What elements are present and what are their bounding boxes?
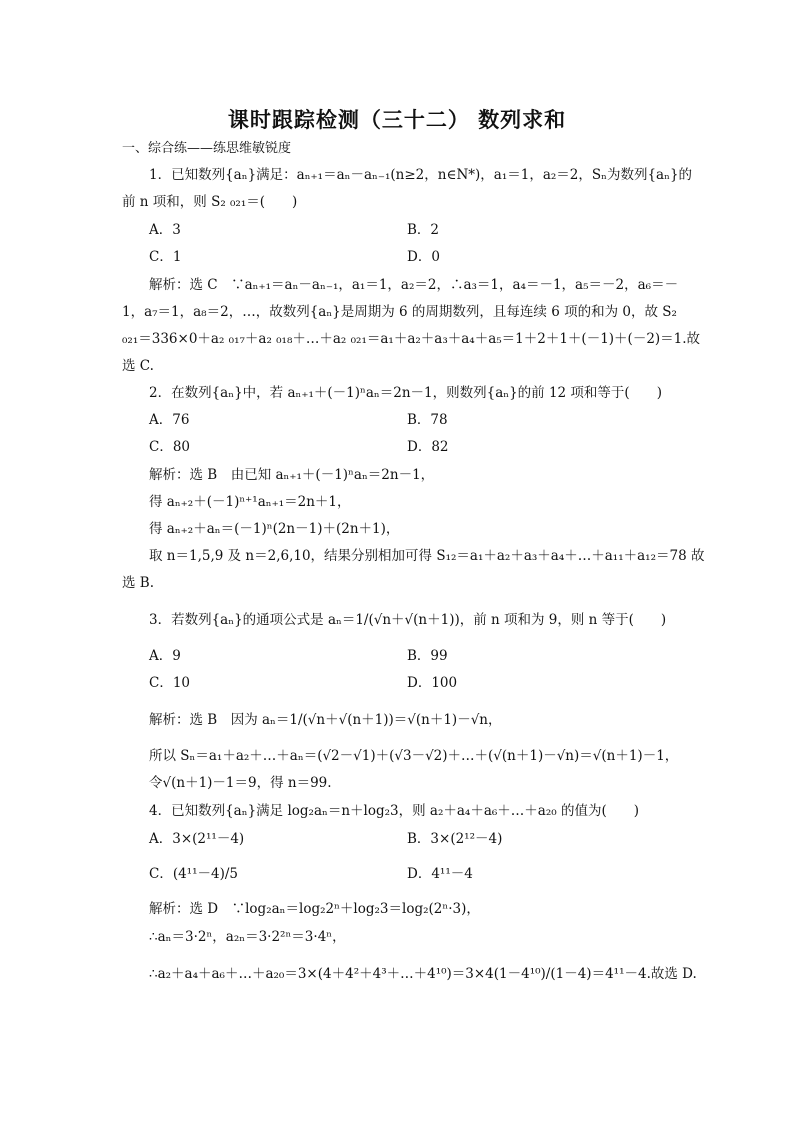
q4-solution-line: ∴aₙ＝3·2ⁿ，a₂ₙ＝3·2²ⁿ＝3·4ⁿ， — [149, 929, 346, 945]
q2-solution-line: 得 aₙ₊₂＋(－1)ⁿ⁺¹aₙ₊₁＝2n＋1， — [149, 494, 351, 510]
q2-solution-line: 解析：选 B 由已知 aₙ₊₁＋(－1)ⁿaₙ＝2n－1， — [149, 467, 435, 483]
q4-option-b: B．3×(2¹²－4) — [407, 831, 503, 847]
q1-solution-line: 选 C. — [122, 358, 154, 374]
q3-stem: 3．若数列{aₙ}的通项公式是 aₙ＝1/(√n＋√(n＋1))，前 n 项和为 9，则 n 等于( ) — [149, 612, 667, 628]
q1-option-d: D．0 — [407, 249, 440, 265]
q2-option-c: C．80 — [149, 439, 191, 455]
q2-option-d: D．82 — [407, 439, 449, 455]
q2-solution-line: 选 B. — [122, 575, 155, 591]
q3-solution-line: 令√(n＋1)－1＝9，得 n＝99. — [149, 775, 332, 791]
q4-option-d: D．4¹¹－4 — [407, 866, 473, 882]
q1-option-b: B．2 — [407, 222, 440, 238]
q2-option-a: A．76 — [149, 412, 190, 428]
section-heading: 一、综合练——练思维敏锐度 — [122, 141, 292, 156]
q4-option-a: A．3×(2¹¹－4) — [149, 831, 245, 847]
q3-option-b: B．99 — [407, 648, 448, 664]
q1-stem-line-1: 1．已知数列{aₙ}满足：aₙ₊₁＝aₙ－aₙ₋₁(n≥2，n∈N*)，a₁＝1，a₂＝2，Sₙ为数列{aₙ}的 — [149, 167, 693, 183]
q4-solution-line: 解析：选 D ∵log₂aₙ＝log₂2ⁿ＋log₂3＝log₂(2ⁿ·3)， — [149, 901, 480, 917]
q1-solution-line: ₀₂₁＝336×0＋a₂ ₀₁₇＋a₂ ₀₁₈＋…＋a₂ ₀₂₁＝a₁＋a₂＋a₃＋a₄＋a₅＝1＋2＋1＋(－1)＋(－2)＝1.故 — [122, 331, 701, 347]
q1-option-a: A．3 — [149, 222, 181, 238]
page-title: 课时跟踪检测（三十二） 数列求和 — [227, 107, 567, 132]
q3-option-c: C．10 — [149, 675, 191, 691]
q1-stem-line-2: 前 n 项和，则 S₂ ₀₂₁＝( ) — [122, 194, 298, 210]
q3-option-d: D．100 — [407, 675, 458, 691]
q1-solution-line: 1，a₇＝1，a₈＝2，…，故数列{aₙ}是周期为 6 的周期数列，且每连续 6 项的和为 0，故 S₂ — [122, 304, 677, 320]
q2-solution-line: 取 n＝1,5,9 及 n＝2,6,10，结果分别相加可得 S₁₂＝a₁＋a₂＋a₃＋a₄＋…＋a₁₁＋a₁₂＝78 故 — [149, 548, 705, 564]
q4-option-c: C．(4¹¹－4)/5 — [149, 866, 239, 882]
q1-option-c: C．1 — [149, 249, 182, 265]
q3-solution-line: 解析：选 B 因为 aₙ＝1/(√n＋√(n＋1))＝√(n＋1)－√n， — [149, 712, 502, 728]
q4-solution-line: ∴a₂＋a₄＋a₆＋…＋a₂₀＝3×(4＋4²＋4³＋…＋4¹⁰)＝3×4(1－4¹⁰)/(1－4)＝4¹¹－4.故选 D. — [149, 966, 697, 982]
q4-stem: 4．已知数列{aₙ}满足 log₂aₙ＝n＋log₂3，则 a₂＋a₄＋a₆＋…＋a₂₀ 的值为( ) — [149, 803, 639, 819]
q3-option-a: A．9 — [149, 648, 181, 664]
q2-stem: 2．在数列{aₙ}中，若 aₙ₊₁＋(－1)ⁿaₙ＝2n－1，则数列{aₙ}的前 12 项和等于( ) — [149, 385, 662, 401]
q2-option-b: B．78 — [407, 412, 448, 428]
q2-solution-line: 得 aₙ₊₂＋aₙ＝(－1)ⁿ(2n－1)＋(2n＋1)， — [149, 521, 400, 537]
q3-solution-line: 所以 Sₙ＝a₁＋a₂＋…＋aₙ＝(√2－√1)＋(√3－√2)＋…＋(√(n＋1)－√n)＝√(n＋1)－1， — [149, 748, 679, 764]
q1-solution-line: 解析：选 C ∵aₙ₊₁＝aₙ－aₙ₋₁，a₁＝1，a₂＝2，∴a₃＝1，a₄＝－1，a₅＝－2，a₆＝－ — [149, 277, 679, 293]
